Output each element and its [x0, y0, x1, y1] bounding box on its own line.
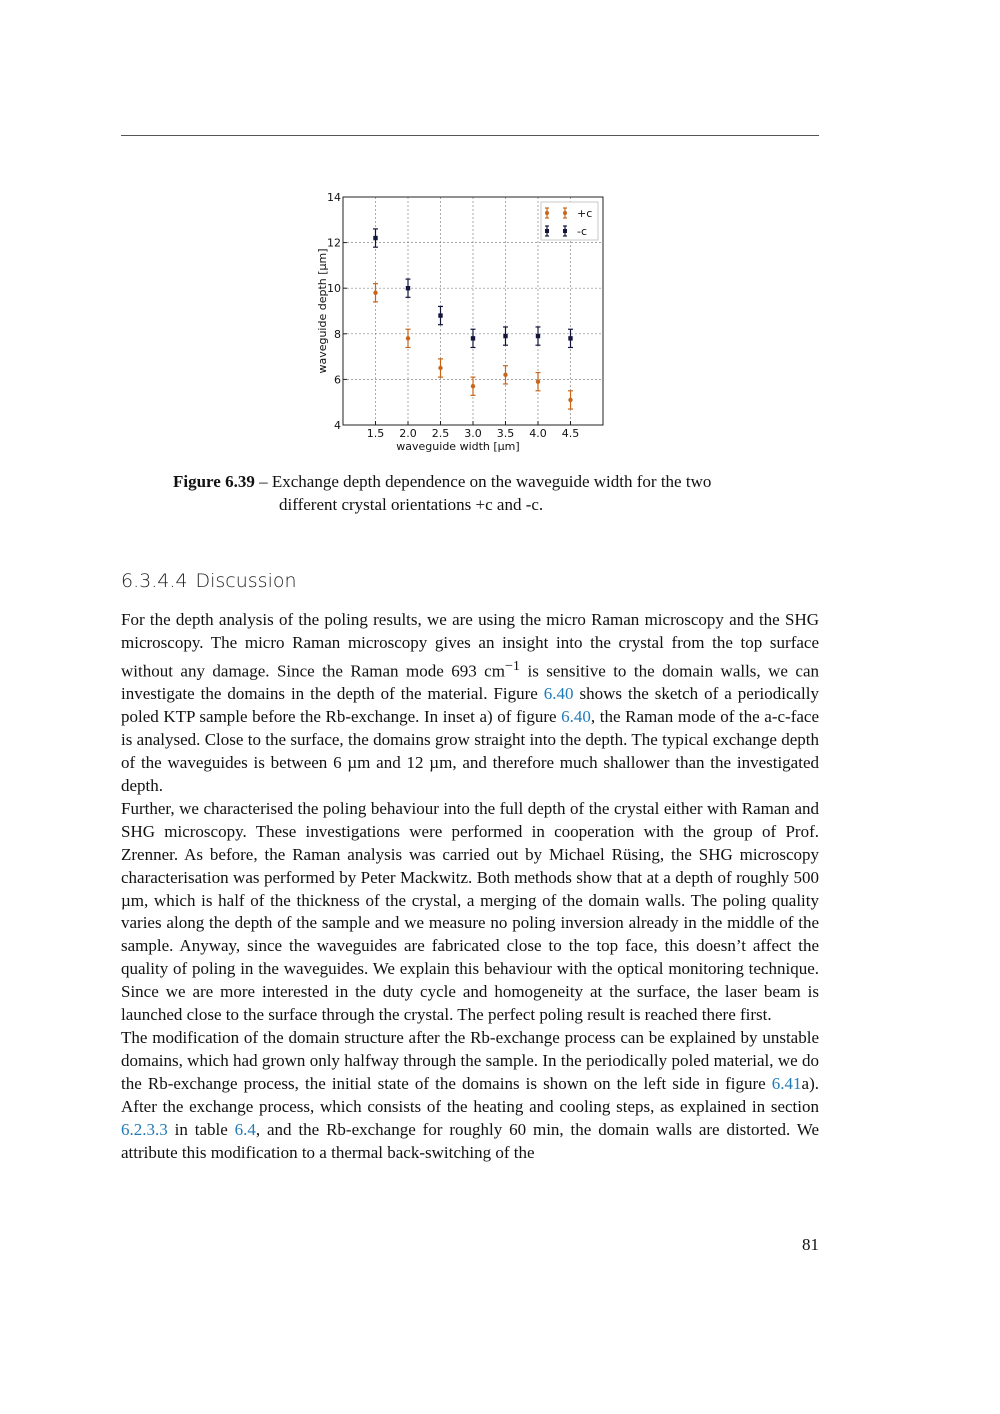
legend-label: +c	[577, 207, 593, 220]
x-tick-label: 2.5	[431, 427, 450, 440]
paragraph-1: For the depth analysis of the poling results, we are using the micro Raman microscopy and the SHG microscopy. The micro Raman microscopy gives an insight into the crystal from the top surface without any damage. Since the Raman mode 693 $cm^{-1}$ is sensitive to the domain walls, we can investigate the domains in the depth of the material. Figure 6.40 shows the sketch of a periodically poled KTP sample before the Rb-exchange. In inset a) of figure 6.40, the Raman mode of the a-c-face is analysed. Close to the surface, the domains grow straight into the depth. The typical exchange depth of the waveguides is between 6 µm and 12 µm, and therefore much shallower than the investigated depth.	[121, 610, 819, 795]
x-tick-label: 3.0	[464, 427, 482, 440]
data-point	[536, 334, 540, 338]
data-point	[568, 336, 572, 340]
data-point	[536, 379, 540, 383]
x-tick-label: 2.0	[399, 427, 417, 440]
link-figure-6-41[interactable]: 6.41	[771, 1073, 802, 1093]
section-number: 6.3.4.4	[121, 570, 188, 592]
section-heading	[121, 570, 305, 592]
link-figure-6-40-b[interactable]: 6.40	[561, 707, 591, 727]
link-section-6-2-3-3[interactable]: 6.2.3.3	[121, 1119, 168, 1139]
x-tick-label: 4.5	[561, 427, 580, 440]
depth-vs-width-chart	[300, 180, 620, 455]
x-tick-label: 1.5	[366, 427, 385, 440]
link-table-6-4[interactable]: 6.4	[234, 1119, 256, 1139]
data-point	[503, 334, 507, 338]
legend-label: -c	[577, 225, 588, 238]
body-text	[121, 609, 819, 1164]
chart-legend	[541, 202, 598, 240]
data-point	[471, 384, 475, 388]
paragraph-3: The modification of the domain structure after the Rb-exchange process can be explained by unstable domains, which had grown only halfway through the sample. In the periodically poled material, we do the Rb-exchange process, the initial state of the domains is shown on the left side in figure 6.41a). After the exchange process, which consists of the heating and cooling steps, as explained in section 6.2.3.3 in table 6.4, and the Rb-exchange for roughly 60 min, the domain walls are distorted. We attribute this modification to a thermal back-switching of the	[121, 1027, 819, 1162]
y-tick-label: 10	[327, 282, 341, 296]
section-title: Discussion	[195, 570, 297, 592]
y-tick-label: 14	[327, 191, 341, 204]
y-tick-label: 6	[334, 373, 341, 387]
legend-marker	[545, 211, 549, 215]
paragraph-2: Further, we characterised the poling behaviour into the full depth of the crystal either with Raman and SHG microscopy. These investigations were performed in cooperation with the group of Prof. Zrenner. As before, the Raman analysis was carried out by Michael Rüsing, the SHG microscopy characterisation was performed by Peter Mackwitz. Both methods show that at a depth of roughly 500 µm, which is half of the thickness of the crystal, a merging of the domain walls. The poling quality varies along the depth of the sample and we measure no poling inversion already in the middle of the sample. Anyway, since the waveguides are fabricated close to the top face, this doesn’t affect the quality of poling in the waveguides. We explain this behaviour with the optical monitoring technique. Since we are more interested in the duty cycle and homogeneity at the surface, the laser beam is launched close to the surface through the crystal. The perfect poling result is reached there first.	[121, 798, 819, 1025]
caption-line-2: different crystal orientations +c and -c.	[279, 495, 544, 514]
link-figure-6-40[interactable]: 6.40	[543, 684, 574, 704]
data-point	[373, 291, 377, 295]
data-point	[406, 286, 410, 290]
figure-label: Figure 6.39	[173, 472, 255, 491]
x-axis-label: waveguide width [µm]	[396, 440, 520, 453]
data-point	[406, 336, 410, 340]
data-point	[568, 398, 572, 402]
data-point	[438, 313, 442, 317]
y-tick-label: 12	[327, 236, 341, 250]
legend-marker	[545, 229, 549, 233]
y-axis-label: waveguide depth [µm]	[316, 248, 329, 374]
legend-marker	[563, 211, 567, 215]
data-point	[471, 336, 475, 340]
header-rule	[121, 135, 819, 136]
y-tick-label: 8	[334, 327, 341, 341]
legend-marker	[563, 229, 567, 233]
x-tick-label: 4.0	[529, 427, 547, 440]
figure-caption	[173, 470, 773, 516]
x-tick-label: 3.5	[496, 427, 515, 440]
data-point	[438, 366, 442, 370]
data-point	[373, 236, 377, 240]
y-tick-label: 4	[334, 419, 341, 432]
caption-dash: –	[254, 472, 272, 491]
caption-line-1: Exchange depth dependence on the waveguide width for the two	[271, 472, 712, 491]
page-number: 81	[802, 1235, 819, 1254]
data-point	[503, 373, 507, 377]
